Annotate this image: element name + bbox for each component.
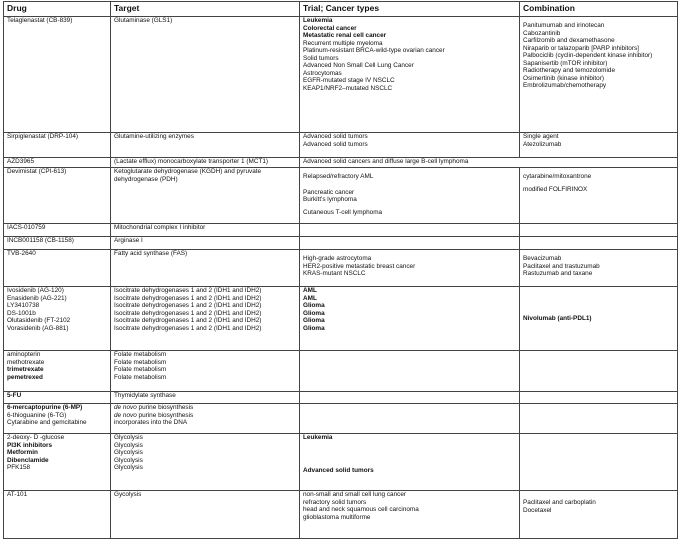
header-trial: Trial; Cancer types [300,2,520,17]
drug-cell: Ivosidenib (AG-120) Enasidenib (AG-221) LY3410738 DS-1001b Olutasidenib (FT-2102 Vorasidenib (AG-881) [4,287,111,351]
drug-cell: 6-mercaptopurine (6-MP) 6-thioguanine (6-TG) Cytarabine and gemcitabine [4,404,111,434]
drug-cell: TVB-2640 [4,250,111,287]
trial-cell: Leukemia Advanced solid tumors [300,434,520,491]
combination-cell: Paclitaxel and carboplatin Docetaxel [520,491,678,539]
trial-cell: Advanced solid tumors Advanced solid tumors [300,133,520,158]
combination-cell [520,237,678,250]
header-target: Target [111,2,300,17]
drug-cell: Devimistat (CPI-613) [4,168,111,224]
target-cell: Folate metabolism Folate metabolism Folate metabolism Folate metabolism [111,351,300,392]
header-combination: Combination [520,2,678,17]
combination-cell [520,351,678,392]
drug-cell: aminopterin methotrexate trimetrexate pemetrexed [4,351,111,392]
table-row-tvb [4,250,678,287]
table-row-iacs [4,224,678,237]
table-row-glycolysis [4,434,678,491]
target-cell: Arginase I [111,237,300,250]
target-cell: Glycolysis Glycolysis Glycolysis Glycolysis Glycolysis [111,434,300,491]
table-row-folate [4,351,678,392]
table-row-purine [4,404,678,434]
drug-table [3,1,678,539]
drug-cell: Telaglenastat (CB-839) [4,17,111,133]
target-cell: Ketoglutarate dehydrogenase (KGDH) and pyruvate dehydrogenase (PDH) [111,168,300,224]
trial-cell: High-grade astrocytoma HER2-positive metastatic breast cancer KRAS-mutant NSCLC [300,250,520,287]
target-cell: (Lactate efflux) monocarboxylate transporter 1 (MCT1) [111,158,300,168]
trial-cell: Leukemia Colorectal cancer Metastatic renal cell cancer Recurrent multiple myeloma Platinum-resistant BRCA-wild-type ovarian cancer Solid tumors Advanced Non Small Cell Lung Cancer Astrocytomas EGFR-mutated stage IV NSCLC KEAP1/NRF2–mutated NSCLC [300,17,520,133]
target-cell: Thymidylate synthase [111,392,300,404]
drug-cell: INCB001158 (CB-1158) [4,237,111,250]
combination-cell: Single agent Atezolizumab [520,133,678,158]
table-header-row [4,2,678,17]
combination-cell: Bevacizumab Paclitaxel and trastuzumab Rastuzumab and taxane [520,250,678,287]
trial-cell: non-small and small cell lung cancer refractory solid tumors head and neck squamous cell carcinoma glioblastoma multiforme [300,491,520,539]
target-cell: Gycolysis [111,491,300,539]
target-cell: Glutaminase (GLS1) [111,17,300,133]
trial-cell [300,392,520,404]
combination-cell [520,434,678,491]
target-cell: Isocitrate dehydrogenases 1 and 2 (IDH1 and IDH2) Isocitrate dehydrogenases 1 and 2 (IDH1 and IDH2) Isocitrate dehydrogenases 1 and 2 (IDH1 and IDH2) Isocitrate dehydrogenases 1 and 2 (IDH1 and IDH2) Isocitrate dehydrogenases 1 and 2 (IDH1 and IDH2) Isocitrate dehydrogenases 1 and 2 (IDH1 and IDH2) [111,287,300,351]
trial-cell [300,351,520,392]
header-drug: Drug [4,2,111,17]
trial-cell [300,237,520,250]
table-row-azd3965 [4,158,678,168]
trial-cell: AML AML Glioma Glioma Glioma Glioma [300,287,520,351]
table-row-at101 [4,491,678,539]
combination-cell [520,224,678,237]
target-cell: Mitochondrial complex I inhibitor [111,224,300,237]
combination-cell: cytarabine/mitoxantrone modified FOLFIRINOX [520,168,678,224]
target-cell: Glutamine-utilizing enzymes [111,133,300,158]
table-row-sirpiglenastat [4,133,678,158]
trial-cell [300,404,520,434]
combination-cell: Nivolumab (anti-PDL1) [520,287,678,351]
combination-cell [520,404,678,434]
trial-cell [300,224,520,237]
combination-cell: Panitumumab and irinotecan Cabozantinib Carfilzomib and dexamethasone Niraparib or talazoparib [PARP inhibitors] Palbociclib (cyclin-dependent kinase inhibitor) Sapanisertib (mTOR inhibitor) Radiotherapy and temozolomide Osimertinib (kinase inhibitor) Embrolizumab/chemotherapy [520,17,678,133]
table-row-5fu [4,392,678,404]
trial-cell: Relapsed/refractory AML Pancreatic cancer Burkitt's lymphoma Cutaneous T-cell lymphoma [300,168,520,224]
drug-cell: Sirpiglenastat (DRP-104) [4,133,111,158]
drug-cell: AT-101 [4,491,111,539]
combination-cell [520,392,678,404]
target-cell: de novo purine biosynthesis de novo purine biosynthesis incorporates into the DNA [111,404,300,434]
trial-cell: Advanced solid cancers and diffuse large B-cell lymphoma [300,158,678,168]
table-row-telaglenastat [4,17,678,133]
drug-cell: 5-FU [4,392,111,404]
table-row-incb [4,237,678,250]
table-row-idh [4,287,678,351]
drug-cell: 2-deoxy- D -glucose PI3K inhibitors Metformin Dibenclamide PFK158 [4,434,111,491]
drug-cell: IACS-010759 [4,224,111,237]
drug-cell: AZD3965 [4,158,111,168]
table-row-devimistat [4,168,678,224]
target-cell: Fatty acid synthase (FAS) [111,250,300,287]
